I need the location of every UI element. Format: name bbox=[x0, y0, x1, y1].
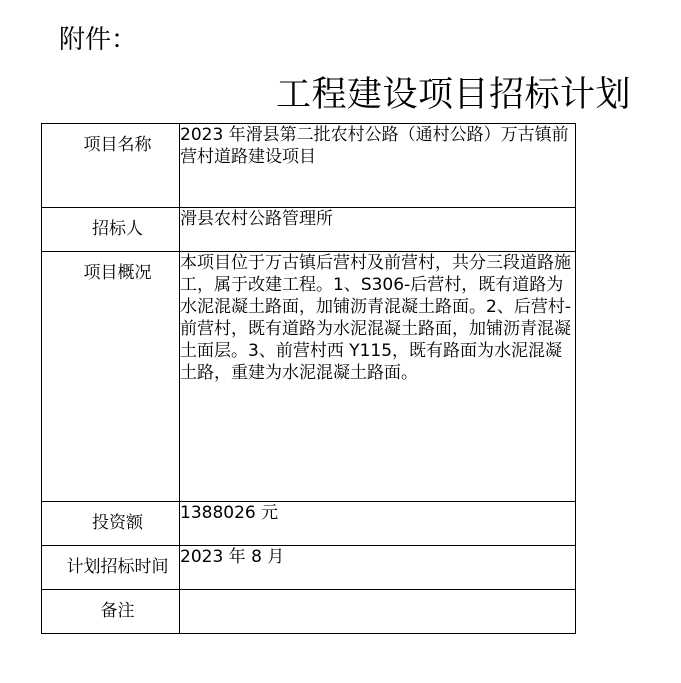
project-overview-value: 本项目位于万古镇后营村及前营村，共分三段道路施工，属于改建工程。1、S306-后营村，既有道路为水泥混凝土路面，加铺沥青混凝土路面。2、后营村-前营村，既有道路为水泥混凝土路面，加铺沥青混凝土面层。3、前营村西 Y115，既有路面为水泥混凝土路，重建为水泥混凝土路面。 bbox=[180, 252, 576, 502]
table-row-remarks bbox=[42, 590, 576, 634]
planned-tender-time-label: 计划招标时间 bbox=[66, 557, 169, 577]
label-cell bbox=[42, 546, 180, 590]
label-cell bbox=[42, 124, 180, 208]
planned-tender-time-value: 2023 年 8 月 bbox=[180, 546, 576, 590]
remarks-value bbox=[180, 590, 576, 634]
table-row-tenderer bbox=[42, 208, 576, 252]
label-cell bbox=[42, 252, 180, 502]
tenderer-value: 滑县农村公路管理所 bbox=[180, 208, 576, 252]
label-cell bbox=[42, 502, 180, 546]
label-cell bbox=[42, 590, 180, 634]
document-title: 工程建设项目招标计划 bbox=[276, 75, 632, 115]
investment-value: 1388026 元 bbox=[180, 502, 576, 546]
investment-label: 投资额 bbox=[92, 513, 143, 533]
table-row-investment bbox=[42, 502, 576, 546]
project-overview-label: 项目概况 bbox=[83, 263, 152, 283]
attachment-label: 附件： bbox=[59, 25, 138, 55]
table-row-project-name bbox=[42, 124, 576, 208]
tenderer-label: 招标人 bbox=[92, 219, 143, 239]
remarks-label: 备注 bbox=[100, 601, 135, 621]
table-row-planned-tender-time bbox=[42, 546, 576, 590]
project-name-value: 2023 年滑县第二批农村公路（通村公路）万古镇前营村道路建设项目 bbox=[180, 124, 576, 208]
label-cell bbox=[42, 208, 180, 252]
project-name-label: 项目名称 bbox=[83, 135, 152, 155]
table-row-project-overview bbox=[42, 252, 576, 502]
tender-plan-table bbox=[41, 123, 576, 634]
